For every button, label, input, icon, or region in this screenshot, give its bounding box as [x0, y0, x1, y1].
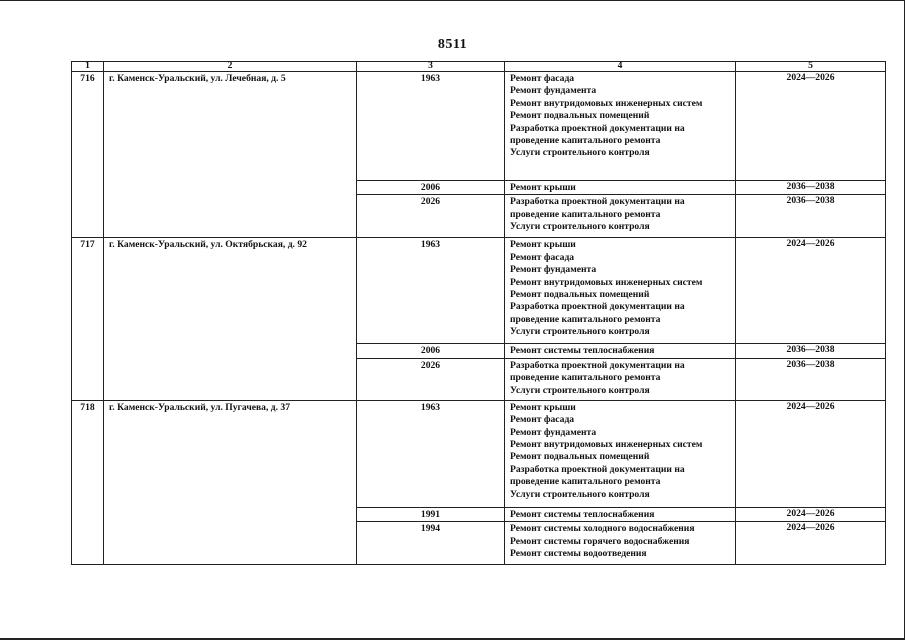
works-list: [505, 358, 736, 400]
repair-period: 2024—2026: [736, 72, 886, 181]
header-cell: 4: [505, 62, 736, 72]
work-item: Ремонт фундамента: [510, 426, 597, 438]
repair-period: 2036—2038: [736, 358, 886, 400]
work-item: Ремонт системы водоотведения: [510, 548, 647, 560]
work-item: Ремонт внутридомовых инженерных систем: [510, 97, 703, 109]
work-item: Разработка проектной документации на: [510, 122, 685, 134]
works-list: [505, 181, 736, 195]
work-item: Разработка проектной документации на: [510, 301, 685, 313]
work-item: Ремонт фундамента: [510, 85, 597, 97]
repair-period: 2036—2038: [736, 195, 886, 238]
build-year: 1994: [357, 522, 505, 565]
work-item: Ремонт фундамента: [510, 264, 597, 276]
build-year: 2006: [357, 344, 505, 358]
work-item: проведение капитального ремонта: [510, 135, 661, 147]
build-year: 2026: [357, 358, 505, 400]
work-item: проведение капитального ремонта: [510, 476, 661, 488]
work-item: Ремонт внутридомовых инженерных систем: [510, 439, 703, 451]
repair-period: 2024—2026: [736, 522, 886, 565]
works-list: [505, 195, 736, 238]
work-item: Услуги строительного контроля: [510, 147, 650, 159]
works-list: [505, 238, 736, 344]
work-item: Разработка проектной документации на: [510, 463, 685, 475]
work-item: Ремонт системы теплоснабжения: [510, 508, 655, 520]
table-row: [72, 72, 886, 181]
build-year: 1991: [357, 507, 505, 521]
header-cell: 3: [357, 62, 505, 72]
works-list: [505, 400, 736, 507]
header-cell: 5: [736, 62, 886, 72]
work-item: Услуги строительного контроля: [510, 384, 650, 396]
works-list: [505, 72, 736, 181]
works-list: [505, 507, 736, 521]
works-list: [505, 522, 736, 565]
work-item: Ремонт фасада: [510, 251, 575, 263]
build-year: 1963: [357, 238, 505, 344]
build-year: 1963: [357, 400, 505, 507]
scan-border-top: [0, 0, 905, 1]
repair-period: 2024—2026: [736, 238, 886, 344]
work-item: проведение капитального ремонта: [510, 208, 661, 220]
work-item: Услуги строительного контроля: [510, 221, 650, 233]
capital-repair-table: [71, 61, 886, 565]
work-item: Ремонт крыши: [510, 401, 576, 413]
building-address: г. Каменск-Уральский, ул. Пугачева, д. 37: [104, 400, 357, 564]
work-item: Ремонт внутридомовых инженерных систем: [510, 276, 703, 288]
works-list: [505, 344, 736, 358]
building-number: 717: [72, 238, 104, 400]
table-row: [72, 238, 886, 344]
repair-period: 2024—2026: [736, 400, 886, 507]
work-item: Ремонт подвальных помещений: [510, 451, 650, 463]
work-item: Услуги строительного контроля: [510, 326, 650, 338]
work-item: Ремонт системы горячего водоснабжения: [510, 535, 690, 547]
building-address: г. Каменск-Уральский, ул. Октябрьская, д. 92: [104, 238, 357, 400]
work-item: Разработка проектной документации на: [510, 196, 685, 208]
work-item: Ремонт системы холодного водоснабжения: [510, 523, 695, 535]
repair-period: 2036—2038: [736, 181, 886, 195]
work-item: Ремонт крыши: [510, 182, 576, 193]
build-year: 2026: [357, 195, 505, 238]
building-number: 716: [72, 72, 104, 238]
work-item: Ремонт фасада: [510, 414, 575, 426]
build-year: 2006: [357, 181, 505, 195]
work-item: Ремонт системы теплоснабжения: [510, 345, 655, 357]
page-number: 8511: [437, 37, 468, 52]
work-item: проведение капитального ремонта: [510, 372, 661, 384]
repair-period: 2036—2038: [736, 344, 886, 358]
work-item: Ремонт фасада: [510, 73, 575, 84]
work-item: Ремонт крыши: [510, 239, 576, 251]
header-cell: 2: [104, 62, 357, 72]
build-year: 1963: [357, 72, 505, 181]
work-item: проведение капитального ремонта: [510, 313, 661, 325]
table-row: [72, 400, 886, 507]
work-item: Разработка проектной документации на: [510, 359, 685, 371]
building-address: г. Каменск-Уральский, ул. Лечебная, д. 5: [104, 72, 357, 238]
work-item: Услуги строительного контроля: [510, 488, 650, 500]
repair-period: 2024—2026: [736, 507, 886, 521]
building-number: 718: [72, 400, 104, 564]
header-cell: 1: [72, 62, 104, 72]
work-item: Ремонт подвальных помещений: [510, 110, 650, 122]
work-item: Ремонт подвальных помещений: [510, 289, 650, 301]
header-row: [72, 62, 886, 72]
